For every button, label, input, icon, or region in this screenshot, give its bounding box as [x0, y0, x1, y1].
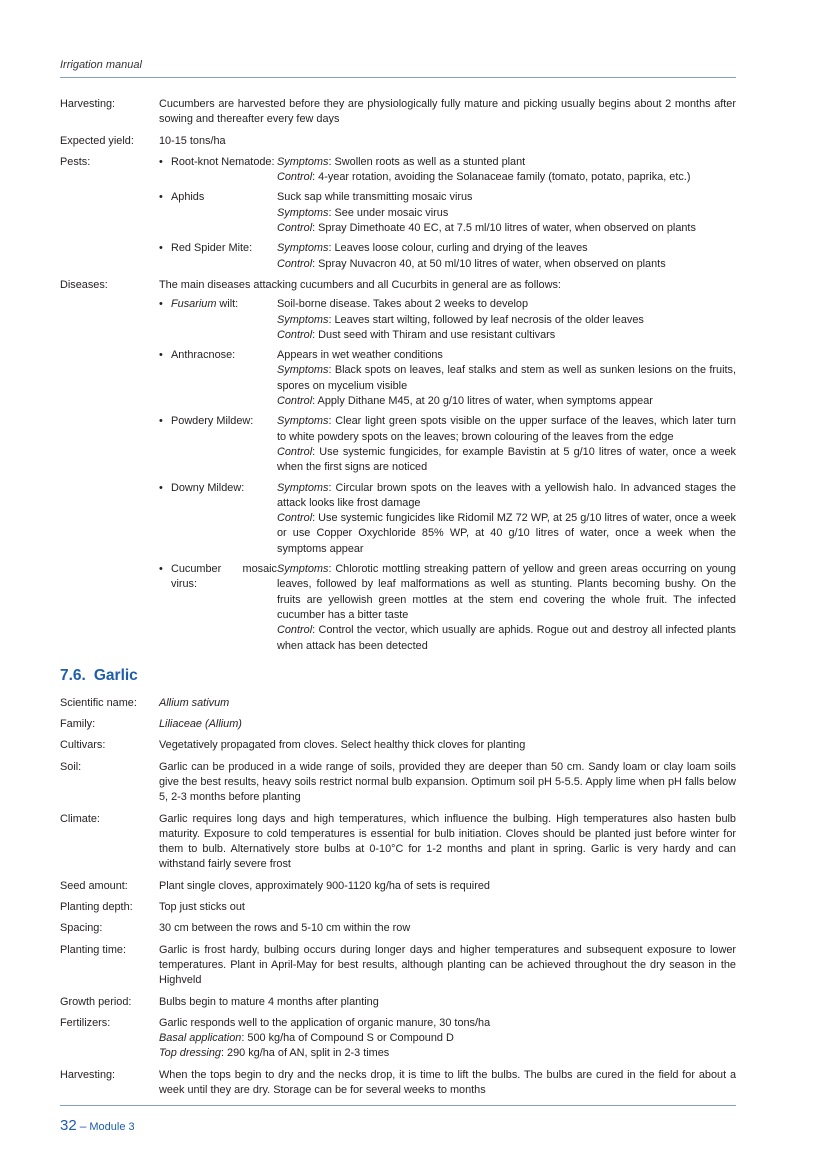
- garlic-text: Garlic can be produced in a wide range of soils, provided they are deeper than 50 cm. Sandy loam or clay loam soils give the best results, heavy soils restrict normal bulb expansion. Optimum soil pH 5-5.5. Apply lime when pH falls below 5, 2-3 months before planting: [159, 760, 736, 804]
- garlic-text: Garlic is frost hardy, bulbing occurs during longer days and higher temperatures and subsequent exposure to lower temperatures. Plant in April-May for best results, although planting can be achieved throughout the dry season in the Highveld: [159, 943, 736, 987]
- running-header: Irrigation manual: [60, 59, 142, 71]
- detail-text: : Spray Nuvacron 40, at 50 ml/10 litres of water, when observed on plants: [312, 257, 666, 270]
- garlic-list: [60, 696, 736, 1099]
- item-details: [277, 190, 736, 236]
- garlic-value: [159, 995, 736, 1010]
- pests-row: [60, 155, 736, 272]
- list-item: [159, 414, 736, 475]
- garlic-text: Allium sativum: [159, 696, 230, 709]
- detail-text: : Swollen roots as well as a stunted plant: [328, 155, 526, 168]
- garlic-value: [159, 879, 736, 894]
- section-heading: [60, 666, 736, 686]
- item-name-text: Aphids: [171, 191, 205, 204]
- bullet-icon: •: [159, 242, 163, 255]
- garlic-text: Garlic requires long days and high temperatures, which influence the bulbing. High temperatures also hasten bulb maturity. Exposure to cold temperatures is essential for bulb initiation. Cloves should be planted just before winter for them to bulb. Alternatively store bulbs at 0-10°C for 1-2 months and plant in spring. Garlic is very hardy and can withstand fairly severe frost: [159, 812, 736, 871]
- garlic-text: Garlic responds well to the application of organic manure, 30 tons/ha: [159, 1016, 491, 1029]
- garlic-value: [159, 812, 736, 873]
- detail-term: Control: [277, 512, 313, 525]
- bullet-icon: •: [159, 481, 163, 494]
- detail-line: [277, 190, 736, 205]
- detail-text: : 4-year rotation, avoiding the Solanaceae family (tomato, potato, paprika, etc.): [312, 171, 691, 184]
- diseases-list: [159, 297, 736, 654]
- garlic-text: 30 cm between the rows and 5-10 cm within the row: [159, 922, 411, 935]
- list-item: [159, 348, 736, 409]
- module-name: Module 3: [89, 1121, 135, 1133]
- detail-text: : Control the vector, which usually are aphids. Rogue out and destroy all infected plants when attack has been detected: [277, 624, 736, 652]
- garlic-row: [60, 995, 736, 1010]
- garlic-text: Vegetatively propagated from cloves. Select healthy thick cloves for planting: [159, 739, 526, 752]
- garlic-label: Planting time:: [60, 943, 126, 956]
- garlic-row: [60, 1068, 736, 1099]
- garlic-value: [159, 696, 736, 711]
- footer-rule: [60, 1105, 736, 1106]
- detail-text: Suck sap while transmitting mosaic virus: [277, 191, 473, 204]
- list-item: [159, 155, 736, 186]
- detail-line: [277, 155, 736, 170]
- garlic-label: Planting depth:: [60, 901, 133, 914]
- detail-line: [277, 206, 736, 221]
- item-name-text: Fusarium wilt:: [171, 298, 239, 311]
- item-name-text: Powdery Mildew:: [171, 415, 254, 428]
- garlic-label: Harvesting:: [60, 1068, 116, 1081]
- detail-term: Symptoms: [277, 313, 329, 326]
- detail-term: Control: [277, 222, 313, 235]
- detail-text: : Use systemic fungicides like Ridomil MZ 72 WP, at 25 g/10 litres of water, once a week or use Copper Oxychloride 85% WP, at 40 g/10 litres of water, once a week when the symptoms appear: [277, 512, 736, 555]
- detail-text: : Circular brown spots on the leaves with a yellowish halo. In advanced stages the attack looks like frost damage: [277, 481, 736, 509]
- diseases-label: Diseases:: [60, 278, 108, 291]
- item-name: [159, 414, 277, 475]
- garlic-row: [60, 921, 736, 936]
- list-item: [159, 241, 736, 272]
- detail-line: [277, 623, 736, 654]
- detail-term: Symptoms: [277, 481, 329, 494]
- bullet-icon: •: [159, 155, 163, 168]
- detail-term: Control: [277, 445, 313, 458]
- list-item: [159, 562, 736, 654]
- list-item: [159, 481, 736, 557]
- detail-text: : Clear light green spots visible on the upper surface of the leaves, which later turn to white powdery spots on the leaves; brown colouring of the leaves from the edge: [277, 415, 736, 443]
- detail-term: Symptoms: [277, 206, 329, 219]
- list-item: [159, 190, 736, 236]
- item-details: [277, 241, 736, 272]
- detail-text: : Apply Dithane M45, at 20 g/10 litres of water, when symptoms appear: [312, 395, 653, 408]
- garlic-label: Growth period:: [60, 995, 132, 1008]
- garlic-value: [159, 738, 736, 753]
- garlic-value: [159, 943, 736, 989]
- diseases-row: [60, 278, 736, 654]
- pests-label: Pests:: [60, 155, 91, 168]
- detail-line: [277, 445, 736, 476]
- detail-text: : Dust seed with Thiram and use resistant cultivars: [312, 328, 556, 341]
- detail-line: [277, 221, 736, 236]
- garlic-label: Spacing:: [60, 922, 103, 935]
- detail-line: [277, 241, 736, 256]
- garlic-value: [159, 900, 736, 915]
- bullet-icon: •: [159, 349, 163, 362]
- garlic-value: [159, 717, 736, 732]
- detail-line: [277, 257, 736, 272]
- detail-term: Symptoms: [277, 563, 329, 576]
- detail-term: Control: [277, 171, 313, 184]
- item-name: [159, 190, 277, 236]
- page-footer: [60, 1118, 135, 1135]
- diseases-intro: The main diseases attacking cucumbers and all Cucurbits in general are as follows:: [159, 278, 561, 291]
- detail-line: [159, 1031, 736, 1046]
- detail-line: [277, 414, 736, 445]
- garlic-row: [60, 943, 736, 989]
- detail-line: [277, 363, 736, 394]
- diseases-block: [159, 278, 736, 654]
- page-number: 32: [60, 1117, 77, 1134]
- yield-row: [60, 134, 736, 149]
- garlic-row: [60, 812, 736, 873]
- garlic-row: [60, 717, 736, 732]
- bullet-icon: •: [159, 563, 163, 576]
- item-details: [277, 297, 736, 343]
- bullet-icon: •: [159, 415, 163, 428]
- detail-line: [277, 348, 736, 363]
- item-name: [159, 562, 277, 654]
- garlic-text: When the tops begin to dry and the necks drop, it is time to lift the bulbs. The bulbs are cured in the field for about a week until they are dry. Storage can be for several weeks to months: [159, 1068, 736, 1097]
- detail-text: : 500 kg/ha of Compound S or Compound D: [241, 1032, 454, 1045]
- item-details: [277, 155, 736, 186]
- detail-line: [277, 481, 736, 512]
- garlic-row: [60, 696, 736, 711]
- detail-text: : Spray Dimethoate 40 EC, at 7.5 ml/10 litres of water, when observed on plants: [312, 222, 696, 235]
- item-details: [277, 348, 736, 409]
- garlic-row: [60, 900, 736, 915]
- detail-term: Symptoms: [277, 364, 329, 377]
- yield-text: 10-15 tons/ha: [159, 134, 226, 147]
- garlic-row: [60, 738, 736, 753]
- garlic-text: Bulbs begin to mature 4 months after planting: [159, 995, 379, 1008]
- detail-line: [277, 313, 736, 328]
- garlic-value: [159, 921, 736, 936]
- footer-dash: –: [79, 1119, 87, 1133]
- detail-text: : Black spots on leaves, leaf stalks and stem as well as sunken lesions on the fruits, spores on mycelium visible: [277, 364, 736, 392]
- item-name: [159, 241, 277, 272]
- garlic-label: Seed amount:: [60, 879, 128, 892]
- section-title: Garlic: [93, 666, 138, 684]
- detail-text: : Chlorotic mottling streaking pattern of yellow and green areas occurring on young leaves, followed by leaf malformations as well as stunting. Plants becoming bushy. On the fruits are yellowish green mottles at the stem end covering the whole fruit. The infected cucumber has a bitter taste: [277, 563, 736, 621]
- item-name: [159, 155, 277, 186]
- garlic-row: [60, 760, 736, 806]
- garlic-label: Scientific name:: [60, 696, 137, 709]
- garlic-value: [159, 1016, 736, 1062]
- garlic-row: [60, 879, 736, 894]
- detail-term: Top dressing: [159, 1047, 221, 1060]
- garlic-text: Plant single cloves, approximately 900-1120 kg/ha of sets is required: [159, 879, 490, 892]
- detail-text: : Leaves loose colour, curling and drying of the leaves: [328, 242, 588, 255]
- detail-text: Soil-borne disease. Takes about 2 weeks to develop: [277, 298, 529, 311]
- bullet-icon: •: [159, 298, 163, 311]
- garlic-row: [60, 1016, 736, 1062]
- item-name-text: Red Spider Mite:: [171, 242, 253, 255]
- garlic-value: [159, 760, 736, 806]
- detail-line: [277, 328, 736, 343]
- detail-text: : See under mosaic virus: [328, 206, 449, 219]
- garlic-value: [159, 1068, 736, 1099]
- detail-term: Symptoms: [277, 242, 329, 255]
- item-name-text: Anthracnose:: [171, 349, 236, 362]
- harvesting-row: [60, 97, 736, 128]
- detail-term: Control: [277, 624, 313, 637]
- detail-text: : 290 kg/ha of AN, split in 2-3 times: [220, 1047, 390, 1060]
- detail-line: [277, 394, 736, 409]
- detail-term: Control: [277, 328, 313, 341]
- item-name: [159, 348, 277, 409]
- pests-list: [159, 155, 736, 272]
- item-name-em: Fusarium: [171, 298, 217, 311]
- detail-term: Basal application: [159, 1032, 242, 1045]
- garlic-label: Climate:: [60, 812, 100, 825]
- item-details: [277, 562, 736, 654]
- item-name-text: Downy Mildew:: [171, 481, 245, 494]
- item-details: [277, 481, 736, 557]
- garlic-label: Fertilizers:: [60, 1016, 111, 1029]
- section-number: 7.6.: [60, 666, 86, 684]
- harvesting-label: Harvesting:: [60, 98, 116, 110]
- detail-line: [277, 511, 736, 557]
- garlic-text: Liliaceae (Allium): [159, 718, 242, 731]
- item-name-text: Cucumber mosaic virus:: [171, 563, 277, 591]
- garlic-label: Soil:: [60, 760, 82, 773]
- detail-term: Control: [277, 257, 313, 270]
- harvesting-text: Cucumbers are harvested before they are physiologically fully mature and picking usually begins about 2 months after sowing and thereafter every few days: [159, 98, 736, 126]
- item-name: [159, 481, 277, 557]
- detail-term: Control: [277, 395, 313, 408]
- detail-text: : Leaves start wilting, followed by leaf necrosis of the older leaves: [328, 313, 644, 326]
- item-name: [159, 297, 277, 343]
- detail-text: : Use systemic fungicides, for example Bavistin at 5 g/10 litres of water, once a week when the first signs are noticed: [277, 445, 736, 474]
- detail-term: Symptoms: [277, 415, 329, 428]
- detail-term: Symptoms: [277, 155, 329, 168]
- header-rule: [60, 77, 736, 78]
- detail-line: [277, 170, 736, 185]
- garlic-label: Cultivars:: [60, 739, 106, 752]
- list-item: [159, 297, 736, 343]
- detail-line: [277, 562, 736, 623]
- detail-text: Appears in wet weather conditions: [277, 349, 443, 362]
- detail-line: [159, 1046, 736, 1061]
- item-name-text: Root-knot Nematode:: [171, 155, 275, 168]
- item-details: [277, 414, 736, 475]
- detail-line: [277, 297, 736, 312]
- yield-label: Expected yield:: [60, 134, 134, 147]
- garlic-text: Top just sticks out: [159, 901, 245, 914]
- garlic-label: Family:: [60, 718, 96, 731]
- bullet-icon: •: [159, 191, 163, 204]
- page-content: [60, 97, 736, 1104]
